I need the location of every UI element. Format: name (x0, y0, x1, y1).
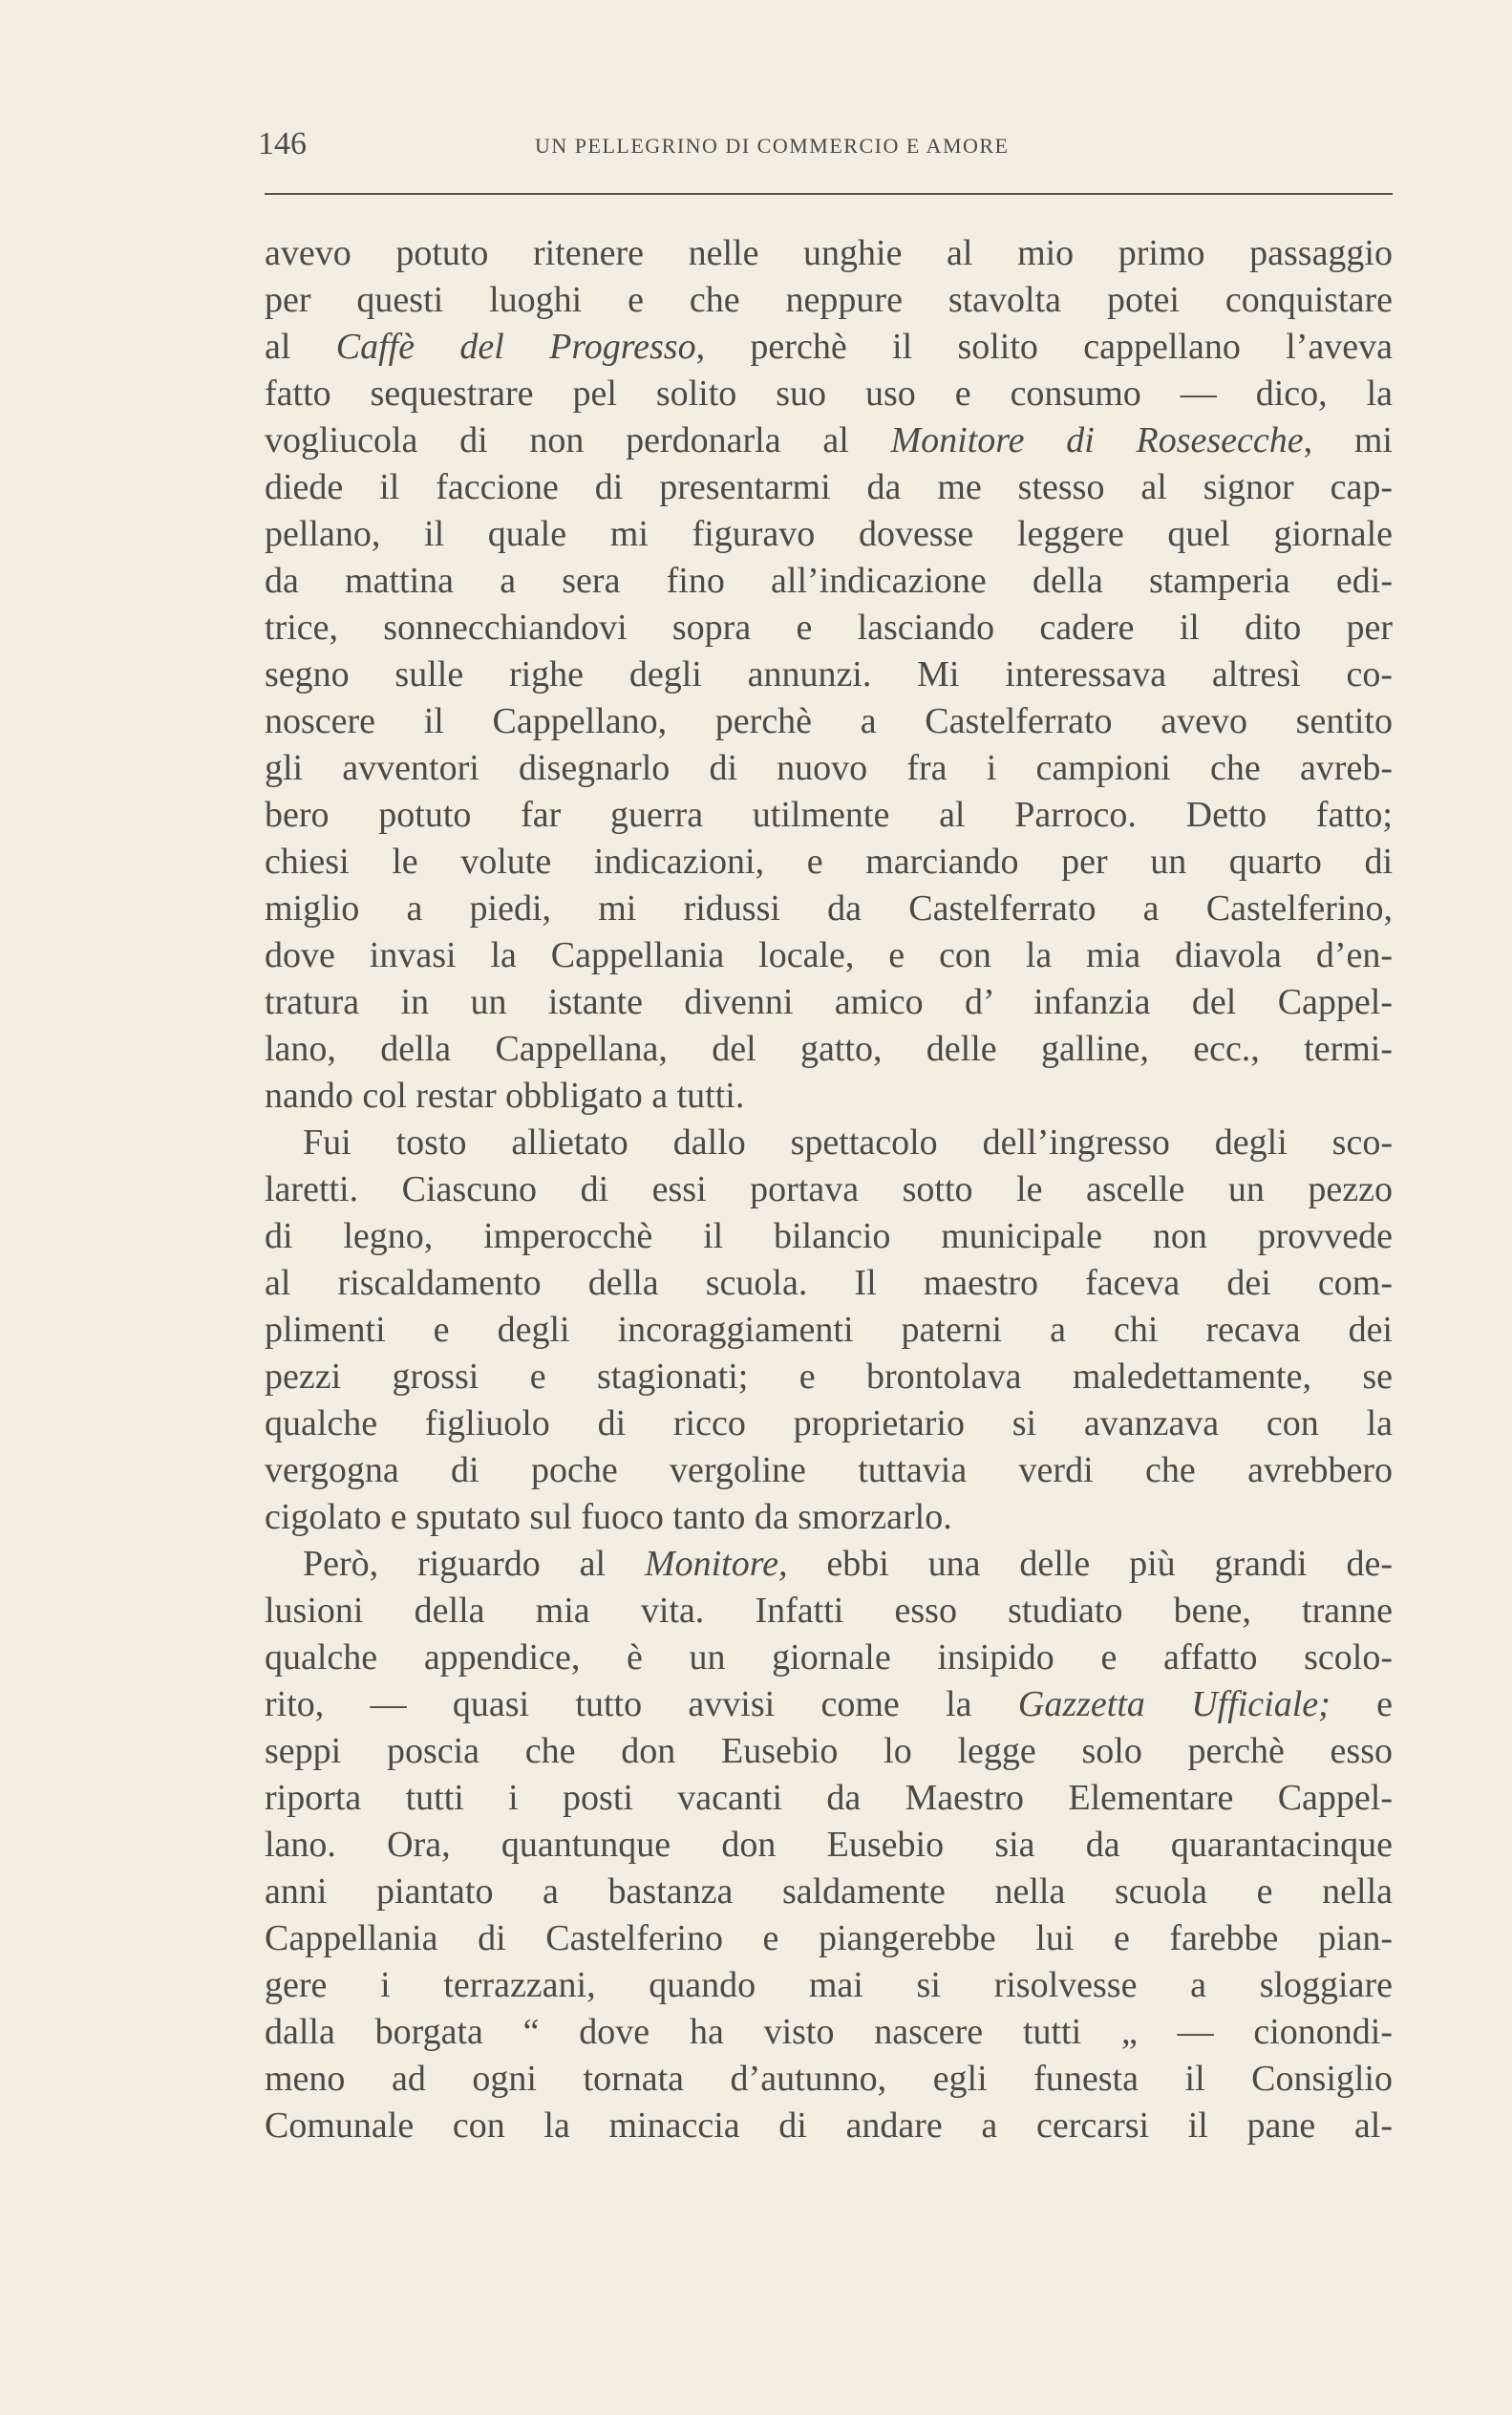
text-line (265, 1120, 1393, 1166)
text-line (265, 1775, 1393, 1822)
text-segment: lusioni della mia vita. Infatti esso studiato bene, tranne (265, 1591, 1393, 1631)
text-segment: lano. Ora, quantunque don Eusebio sia da quarantacinque (265, 1825, 1393, 1865)
text-line (265, 979, 1393, 1026)
text-line (265, 1869, 1393, 1915)
text-segment: da mattina a sera fino all’indicazione della stamperia edi- (265, 561, 1393, 601)
text-line (265, 1213, 1393, 1260)
text-segment: Fui tosto allietato dallo spettacolo dell’ingresso degli sco- (303, 1122, 1393, 1163)
text-segment: plimenti e degli incoraggiamenti paterni a chi recava dei (265, 1310, 1393, 1350)
text-segment: noscere il Cappellano, perchè a Castelferrato avevo sentito (265, 701, 1393, 741)
text-segment: e (1330, 1684, 1393, 1724)
text-segment: rito, — quasi tutto avvisi come la (265, 1684, 1018, 1724)
text-segment: chiesi le volute indicazioni, e marciando per un quarto di (265, 842, 1393, 882)
text-line (265, 698, 1393, 745)
text-line (265, 652, 1393, 698)
text-segment: , perchè il solito cappellano l’aveva (695, 327, 1393, 367)
text-segment: dalla borgata “ dove ha visto nascere tutti „ — cionondi- (265, 2012, 1393, 2052)
text-segment: Però, riguardo al (303, 1544, 645, 1584)
text-line (265, 605, 1393, 652)
text-segment: qualche figliuolo di ricco proprietario si avanzava con la (265, 1403, 1393, 1443)
text-line (265, 1073, 1393, 1120)
text-segment: gere i terrazzani, quando mai si risolvesse a sloggiare (265, 1965, 1393, 2005)
text-line (265, 1400, 1393, 1447)
text-line (265, 230, 1393, 277)
text-segment: , mi (1303, 420, 1393, 460)
text-segment: cigolato e sputato sul fuoco tanto da smorzarlo. (265, 1497, 952, 1537)
text-segment: vogliucola di non perdonarla al (265, 420, 891, 460)
italic-text: Gazzetta Ufficiale; (1017, 1684, 1331, 1724)
text-line (265, 371, 1393, 417)
text-segment: al riscaldamento della scuola. Il maestro faceva dei com- (265, 1263, 1393, 1303)
text-segment: di legno, imperocchè il bilancio municipale non provvede (265, 1216, 1393, 1256)
page-number: 146 (258, 126, 307, 161)
text-line (265, 417, 1393, 464)
text-line (265, 1260, 1393, 1307)
text-segment: diede il faccione di presentarmi da me stesso al signor cap- (265, 467, 1393, 507)
text-line (265, 464, 1393, 511)
text-segment: Cappellania di Castelferino e piangerebbe lui e farebbe pian- (265, 1918, 1393, 1958)
text-segment: riporta tutti i posti vacanti da Maestro Elementare Cappel- (265, 1778, 1393, 1818)
text-segment: gli avventori disegnarlo di nuovo fra i campioni che avreb- (265, 748, 1393, 788)
text-line (265, 932, 1393, 979)
running-title: UN PELLEGRINO DI COMMERCIO E AMORE (535, 134, 1010, 158)
text-line (265, 2103, 1393, 2149)
text-line (265, 792, 1393, 839)
text-line (265, 1307, 1393, 1354)
text-segment: qualche appendice, è un giornale insipido e affatto scolo- (265, 1637, 1393, 1678)
text-line (265, 886, 1393, 932)
text-line (265, 1962, 1393, 2009)
text-line (265, 1822, 1393, 1869)
text-line (265, 839, 1393, 886)
text-segment: miglio a piedi, mi ridussi da Castelferrato a Castelferino, (265, 888, 1393, 929)
text-segment: per questi luoghi e che neppure stavolta potei conquistare (265, 280, 1393, 320)
text-line (265, 2056, 1393, 2103)
text-segment: nando col restar obbligato a tutti. (265, 1076, 745, 1116)
text-segment: vergogna di poche vergoline tuttavia verdi che avrebbero (265, 1450, 1393, 1490)
text-line (265, 1728, 1393, 1775)
text-segment: al (265, 327, 336, 367)
text-segment: ebbi una delle più grandi de- (787, 1544, 1393, 1584)
text-segment: pezzi grossi e stagionati; e brontolava maledettamente, se (265, 1357, 1393, 1397)
text-segment: lano, della Cappellana, del gatto, delle galline, ecc., termi- (265, 1029, 1393, 1069)
italic-text: Monitore, (644, 1544, 788, 1584)
text-line (265, 1494, 1393, 1541)
text-segment: trice, sonnecchiandovi sopra e lasciando cadere il dito per (265, 608, 1393, 648)
text-segment: Comunale con la minaccia di andare a cercarsi il pane al- (265, 2105, 1393, 2146)
text-segment: dove invasi la Cappellania locale, e con la mia diavola d’en- (265, 935, 1393, 975)
text-line (265, 745, 1393, 792)
text-line (265, 1681, 1393, 1728)
text-line (265, 1915, 1393, 1962)
text-segment: seppi poscia che don Eusebio lo legge solo perchè esso (265, 1731, 1393, 1771)
text-segment: segno sulle righe degli annunzi. Mi interessava altresì co- (265, 654, 1393, 695)
text-line (265, 277, 1393, 324)
text-line (265, 324, 1393, 371)
text-line (265, 1166, 1393, 1213)
text-line (265, 1354, 1393, 1400)
header-rule (265, 193, 1393, 195)
text-line (265, 1026, 1393, 1073)
text-line (265, 1588, 1393, 1635)
text-segment: tratura in un istante divenni amico d’ infanzia del Cappel- (265, 982, 1393, 1022)
text-line (265, 511, 1393, 558)
italic-text: Monitore di Rosesecche (890, 420, 1304, 460)
text-segment: fatto sequestrare pel solito suo uso e consumo — dico, la (265, 374, 1393, 414)
text-segment: bero potuto far guerra utilmente al Parroco. Detto fatto; (265, 795, 1393, 835)
text-line (265, 558, 1393, 605)
text-segment: meno ad ogni tornata d’autunno, egli funesta il Consiglio (265, 2059, 1393, 2099)
text-line (265, 2009, 1393, 2056)
body-text (265, 230, 1393, 2149)
text-segment: anni piantato a bastanza saldamente nella scuola e nella (265, 1871, 1393, 1912)
text-segment: avevo potuto ritenere nelle unghie al mio primo passaggio (265, 233, 1393, 273)
italic-text: Caffè del Progresso (335, 327, 696, 367)
text-segment: pellano, il quale mi figuravo dovesse leggere quel giornale (265, 514, 1393, 554)
text-line (265, 1541, 1393, 1588)
text-line (265, 1635, 1393, 1681)
text-segment: laretti. Ciascuno di essi portava sotto le ascelle un pezzo (265, 1169, 1393, 1209)
text-line (265, 1447, 1393, 1494)
